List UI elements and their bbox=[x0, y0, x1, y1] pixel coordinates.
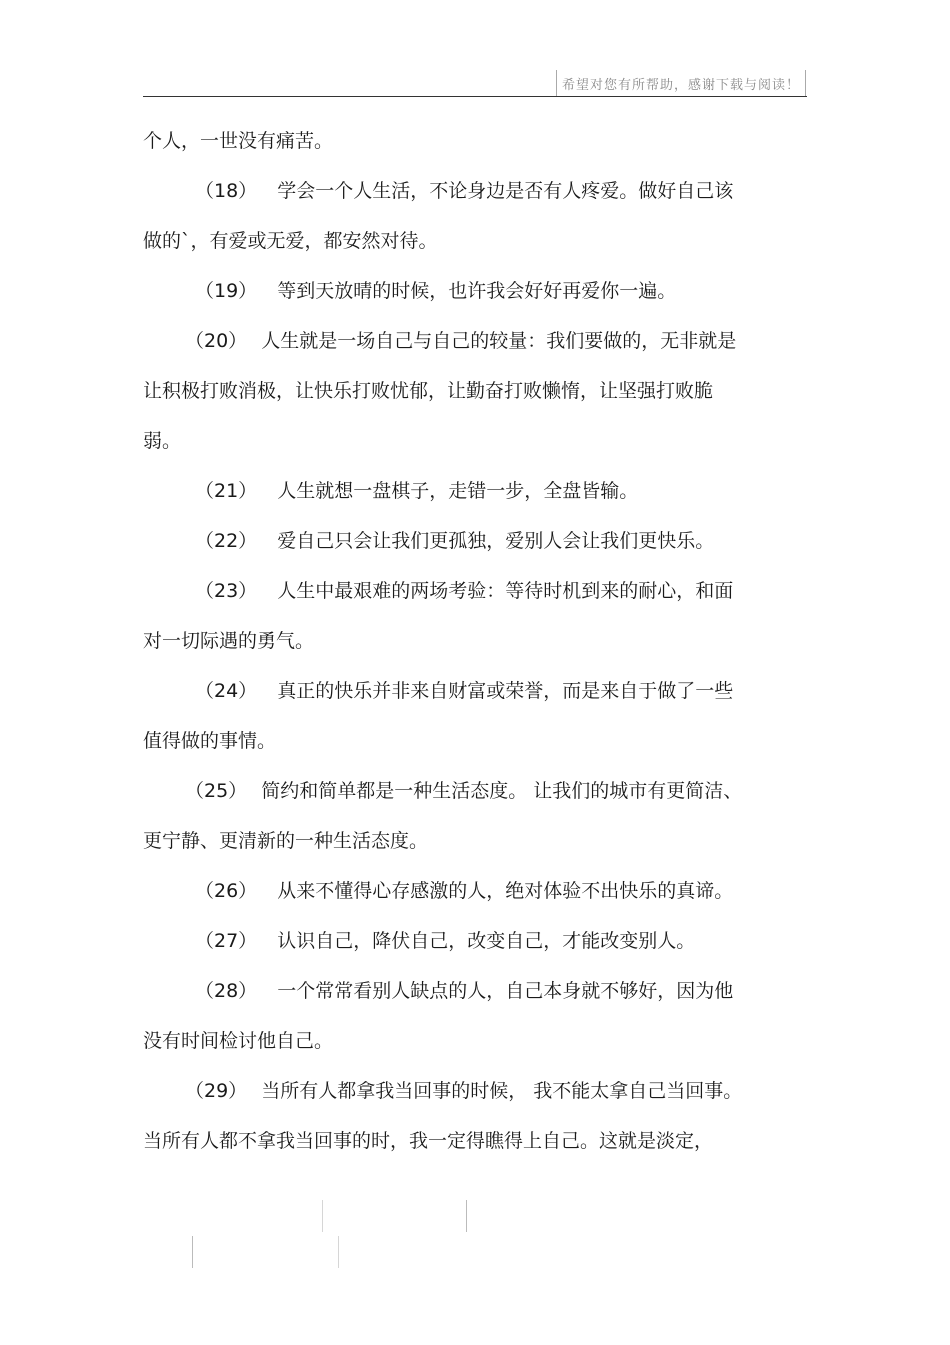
item-number: （29） bbox=[185, 1080, 248, 1102]
artifact-line bbox=[338, 1236, 339, 1268]
line-text: 人生中最艰难的两场考验：等待时机到来的耐心，和面 bbox=[277, 580, 734, 602]
paragraph-line bbox=[143, 866, 783, 916]
item-number: （22） bbox=[195, 530, 258, 552]
paragraph-line bbox=[143, 566, 783, 616]
paragraph-line bbox=[143, 616, 783, 666]
item-number: （20） bbox=[185, 330, 248, 352]
line-text: 让积极打败消极，让快乐打败忧郁，让勤奋打败懒惰，让坚强打败脆 bbox=[143, 380, 714, 402]
paragraph-line bbox=[143, 366, 783, 416]
header-note: 希望对您有所帮助，感谢下载与阅读！ bbox=[556, 70, 806, 96]
item-number: （21） bbox=[195, 480, 258, 502]
line-text: 人生就是一场自己与自己的较量：我们要做的，无非就是 bbox=[261, 330, 737, 352]
paragraph-line bbox=[143, 1016, 783, 1066]
paragraph-line bbox=[143, 766, 783, 816]
paragraph-line bbox=[143, 116, 783, 166]
artifact-line bbox=[192, 1236, 193, 1268]
line-text: 当所有人都拿我当回事的时候， 我不能太拿自己当回事。 bbox=[261, 1080, 743, 1102]
header-divider bbox=[143, 96, 807, 97]
line-text: 从来不懂得心存感激的人，绝对体验不出快乐的真谛。 bbox=[277, 880, 734, 902]
item-number: （23） bbox=[195, 580, 258, 602]
line-text: 人生就想一盘棋子，走错一步，全盘皆输。 bbox=[277, 480, 639, 502]
item-number: （25） bbox=[185, 780, 248, 802]
paragraph-line bbox=[143, 666, 783, 716]
line-text: 当所有人都不拿我当回事的时，我一定得瞧得上自己。这就是淡定， bbox=[143, 1130, 714, 1152]
item-number: （26） bbox=[195, 880, 258, 902]
paragraph-line bbox=[143, 216, 783, 266]
line-text: 学会一个人生活，不论身边是否有人疼爱。做好自己该 bbox=[277, 180, 734, 202]
line-text: 等到天放晴的时候，也许我会好好再爱你一遍。 bbox=[277, 280, 677, 302]
document-body bbox=[143, 116, 783, 1166]
line-text: 简约和简单都是一种生活态度。 让我们的城市有更简洁、 bbox=[261, 780, 743, 802]
artifact-line bbox=[466, 1200, 467, 1232]
line-text: 做的`，有爱或无爱，都安然对待。 bbox=[143, 230, 438, 252]
line-text: 弱。 bbox=[143, 430, 182, 452]
paragraph-line bbox=[143, 966, 783, 1016]
paragraph-line bbox=[143, 416, 783, 466]
paragraph-line bbox=[143, 916, 783, 966]
line-text: 一个常常看别人缺点的人，自己本身就不够好，因为他 bbox=[277, 980, 734, 1002]
line-text: 没有时间检讨他自己。 bbox=[143, 1030, 334, 1052]
paragraph-line bbox=[143, 516, 783, 566]
item-number: （28） bbox=[195, 980, 258, 1002]
item-number: （27） bbox=[195, 930, 258, 952]
line-text: 值得做的事情。 bbox=[143, 730, 277, 752]
line-text: 对一切际遇的勇气。 bbox=[143, 630, 315, 652]
paragraph-line bbox=[143, 316, 783, 366]
artifact-line bbox=[322, 1200, 323, 1232]
line-text: 认识自己，降伏自己，改变自己，才能改变别人。 bbox=[277, 930, 696, 952]
line-text: 真正的快乐并非来自财富或荣誉，而是来自于做了一些 bbox=[277, 680, 734, 702]
paragraph-line bbox=[143, 166, 783, 216]
paragraph-line bbox=[143, 1116, 783, 1166]
paragraph-line bbox=[143, 816, 783, 866]
item-number: （24） bbox=[195, 680, 258, 702]
line-text: 个人，一世没有痛苦。 bbox=[143, 130, 334, 152]
line-text: 爱自己只会让我们更孤独，爱别人会让我们更快乐。 bbox=[277, 530, 715, 552]
paragraph-line bbox=[143, 466, 783, 516]
line-text: 更宁静、更清新的一种生活态度。 bbox=[143, 830, 429, 852]
paragraph-line bbox=[143, 716, 783, 766]
item-number: （19） bbox=[195, 280, 258, 302]
paragraph-line bbox=[143, 266, 783, 316]
paragraph-line bbox=[143, 1066, 783, 1116]
item-number: （18） bbox=[195, 180, 258, 202]
